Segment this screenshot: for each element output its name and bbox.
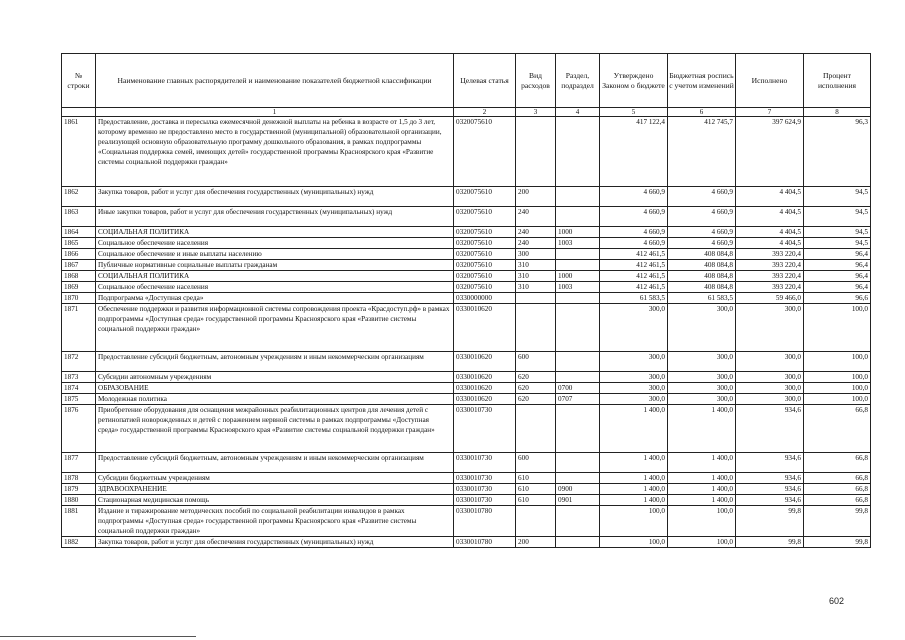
column-number: 1 <box>96 108 454 117</box>
row-number: 1881 <box>62 506 96 537</box>
row-number: 1870 <box>62 293 96 304</box>
column-number: 8 <box>804 108 871 117</box>
row-target-item: 0330010730 <box>454 484 516 495</box>
row-budget-plan: 4 660,9 <box>668 187 736 207</box>
row-approved: 61 583,5 <box>600 293 668 304</box>
row-execution-percent: 100,0 <box>804 383 871 394</box>
row-section: 0707 <box>556 394 600 405</box>
row-name: Социальное обеспечение населения <box>96 282 454 293</box>
table-row <box>62 453 871 473</box>
table-row <box>62 282 871 293</box>
row-execution-percent: 94,5 <box>804 238 871 249</box>
row-number: 1862 <box>62 187 96 207</box>
row-approved: 4 660,9 <box>600 227 668 238</box>
row-name: Стационарная медицинская помощь <box>96 495 454 506</box>
row-execution-percent: 100,0 <box>804 372 871 383</box>
row-execution-percent: 96,6 <box>804 293 871 304</box>
row-expense-type: 300 <box>516 249 556 260</box>
row-approved: 300,0 <box>600 304 668 352</box>
header-execution-percent: Процент исполнения <box>804 54 871 108</box>
row-executed: 393 220,4 <box>736 271 804 282</box>
row-section <box>556 117 600 187</box>
row-executed: 4 404,5 <box>736 227 804 238</box>
row-executed: 300,0 <box>736 394 804 405</box>
row-section <box>556 187 600 207</box>
row-budget-plan: 1 400,0 <box>668 484 736 495</box>
row-number: 1863 <box>62 207 96 227</box>
table-row <box>62 372 871 383</box>
table-row <box>62 383 871 394</box>
row-executed: 397 624,9 <box>736 117 804 187</box>
column-number <box>62 108 96 117</box>
table-row <box>62 394 871 405</box>
row-expense-type: 610 <box>516 484 556 495</box>
row-name: Социальное обеспечение и иные выплаты населению <box>96 249 454 260</box>
row-approved: 100,0 <box>600 506 668 537</box>
row-executed: 300,0 <box>736 352 804 372</box>
row-execution-percent: 99,8 <box>804 506 871 537</box>
row-target-item: 0330010780 <box>454 506 516 537</box>
row-expense-type: 620 <box>516 394 556 405</box>
row-expense-type: 620 <box>516 372 556 383</box>
row-expense-type <box>516 304 556 352</box>
row-execution-percent: 66,8 <box>804 453 871 473</box>
column-number: 3 <box>516 108 556 117</box>
row-approved: 300,0 <box>600 394 668 405</box>
row-target-item: 0330010620 <box>454 352 516 372</box>
row-section: 1003 <box>556 282 600 293</box>
row-approved: 1 400,0 <box>600 473 668 484</box>
row-budget-plan: 4 660,9 <box>668 238 736 249</box>
table-row <box>62 117 871 187</box>
row-section <box>556 260 600 271</box>
row-expense-type: 310 <box>516 271 556 282</box>
table-row <box>62 260 871 271</box>
row-executed: 300,0 <box>736 372 804 383</box>
row-target-item: 0320075610 <box>454 207 516 227</box>
table-row <box>62 249 871 260</box>
row-expense-type: 600 <box>516 453 556 473</box>
row-budget-plan: 4 660,9 <box>668 227 736 238</box>
header-budget-plan: Бюджетная роспись с учетом изменений <box>668 54 736 108</box>
row-expense-type <box>516 405 556 453</box>
row-execution-percent: 96,4 <box>804 260 871 271</box>
row-section <box>556 207 600 227</box>
table-row <box>62 238 871 249</box>
row-executed: 4 404,5 <box>736 238 804 249</box>
header-target-item: Целевая статья <box>454 54 516 108</box>
row-approved: 412 461,5 <box>600 249 668 260</box>
row-number: 1880 <box>62 495 96 506</box>
row-approved: 1 400,0 <box>600 405 668 453</box>
column-number: 7 <box>736 108 804 117</box>
column-number: 4 <box>556 108 600 117</box>
row-execution-percent: 100,0 <box>804 304 871 352</box>
row-execution-percent: 66,8 <box>804 484 871 495</box>
row-name: СОЦИАЛЬНАЯ ПОЛИТИКА <box>96 271 454 282</box>
row-execution-percent: 66,8 <box>804 495 871 506</box>
row-target-item: 0320075610 <box>454 282 516 293</box>
row-name: Молодежная политика <box>96 394 454 405</box>
column-number: 5 <box>600 108 668 117</box>
row-target-item: 0320075610 <box>454 271 516 282</box>
row-execution-percent: 96,4 <box>804 271 871 282</box>
row-number: 1875 <box>62 394 96 405</box>
table-row <box>62 227 871 238</box>
row-section: 0901 <box>556 495 600 506</box>
row-target-item: 0330010730 <box>454 473 516 484</box>
row-expense-type: 620 <box>516 383 556 394</box>
row-executed: 934,6 <box>736 453 804 473</box>
row-approved: 4 660,9 <box>600 207 668 227</box>
row-section <box>556 506 600 537</box>
table-row <box>62 537 871 548</box>
row-section <box>556 453 600 473</box>
row-execution-percent: 99,8 <box>804 537 871 548</box>
row-executed: 59 466,0 <box>736 293 804 304</box>
row-approved: 417 122,4 <box>600 117 668 187</box>
row-section <box>556 537 600 548</box>
row-approved: 300,0 <box>600 352 668 372</box>
row-number: 1882 <box>62 537 96 548</box>
row-expense-type: 240 <box>516 207 556 227</box>
row-approved: 4 660,9 <box>600 187 668 207</box>
row-budget-plan: 300,0 <box>668 372 736 383</box>
row-executed: 4 404,5 <box>736 187 804 207</box>
row-budget-plan: 1 400,0 <box>668 495 736 506</box>
row-number: 1869 <box>62 282 96 293</box>
row-expense-type: 200 <box>516 537 556 548</box>
row-executed: 99,8 <box>736 537 804 548</box>
row-expense-type: 610 <box>516 473 556 484</box>
header-executed: Исполнено <box>736 54 804 108</box>
header-section: Раздел, подраздел <box>556 54 600 108</box>
row-execution-percent: 96,4 <box>804 249 871 260</box>
row-expense-type: 240 <box>516 238 556 249</box>
row-number: 1871 <box>62 304 96 352</box>
row-execution-percent: 96,3 <box>804 117 871 187</box>
row-name: Закупка товаров, работ и услуг для обеспечения государственных (муниципальных) нужд <box>96 187 454 207</box>
row-executed: 300,0 <box>736 304 804 352</box>
row-executed: 934,6 <box>736 473 804 484</box>
row-budget-plan: 1 400,0 <box>668 453 736 473</box>
row-executed: 99,8 <box>736 506 804 537</box>
header-name: Наименование главных распорядителей и наименование показателей бюджетной классификации <box>96 54 454 108</box>
row-executed: 934,6 <box>736 405 804 453</box>
row-number: 1877 <box>62 453 96 473</box>
row-section <box>556 352 600 372</box>
row-name: Закупка товаров, работ и услуг для обеспечения государственных (муниципальных) нужд <box>96 537 454 548</box>
row-expense-type: 600 <box>516 352 556 372</box>
table-body <box>62 117 871 548</box>
row-name: Издание и тиражирование методических пособий по социальной реабилитации инвалидов в рамках подпрограммы «Доступная среда» государственной программы Красноярского края «Развитие системы социальной поддержки граждан» <box>96 506 454 537</box>
table-row <box>62 207 871 227</box>
row-expense-type: 240 <box>516 227 556 238</box>
row-budget-plan: 1 400,0 <box>668 473 736 484</box>
row-expense-type <box>516 117 556 187</box>
row-section <box>556 473 600 484</box>
row-target-item: 0320075610 <box>454 238 516 249</box>
column-number-row <box>62 108 871 117</box>
table-row <box>62 484 871 495</box>
row-expense-type: 610 <box>516 495 556 506</box>
row-approved: 412 461,5 <box>600 260 668 271</box>
row-executed: 934,6 <box>736 495 804 506</box>
row-target-item: 0330010620 <box>454 372 516 383</box>
row-executed: 300,0 <box>736 383 804 394</box>
row-target-item: 0320075610 <box>454 249 516 260</box>
row-target-item: 0330010730 <box>454 453 516 473</box>
row-target-item: 0320075610 <box>454 260 516 271</box>
row-budget-plan: 300,0 <box>668 304 736 352</box>
row-executed: 393 220,4 <box>736 249 804 260</box>
row-target-item: 0330000000 <box>454 293 516 304</box>
row-number: 1861 <box>62 117 96 187</box>
row-number: 1878 <box>62 473 96 484</box>
row-budget-plan: 408 084,8 <box>668 260 736 271</box>
row-budget-plan: 300,0 <box>668 352 736 372</box>
row-executed: 934,6 <box>736 484 804 495</box>
row-execution-percent: 66,8 <box>804 473 871 484</box>
table-row <box>62 271 871 282</box>
row-execution-percent: 100,0 <box>804 394 871 405</box>
row-name: Подпрограмма «Доступная среда» <box>96 293 454 304</box>
row-name: Публичные нормативные социальные выплаты гражданам <box>96 260 454 271</box>
table-row <box>62 495 871 506</box>
row-section <box>556 405 600 453</box>
row-execution-percent: 94,5 <box>804 207 871 227</box>
row-number: 1866 <box>62 249 96 260</box>
row-section: 0700 <box>556 383 600 394</box>
row-approved: 1 400,0 <box>600 484 668 495</box>
row-section <box>556 293 600 304</box>
row-budget-plan: 4 660,9 <box>668 207 736 227</box>
row-number: 1876 <box>62 405 96 453</box>
row-name: Субсидии автономным учреждениям <box>96 372 454 383</box>
row-name: Предоставление субсидий бюджетным, автономным учреждениям и иным некоммерческим организациям <box>96 352 454 372</box>
row-name: Субсидии бюджетным учреждениям <box>96 473 454 484</box>
row-name: ЗДРАВООХРАНЕНИЕ <box>96 484 454 495</box>
row-expense-type: 310 <box>516 260 556 271</box>
row-target-item: 0320075610 <box>454 227 516 238</box>
row-section: 1000 <box>556 271 600 282</box>
row-expense-type: 200 <box>516 187 556 207</box>
page-number: 602 <box>829 596 845 606</box>
row-budget-plan: 408 084,8 <box>668 271 736 282</box>
table-row <box>62 506 871 537</box>
row-name: Иные закупки товаров, работ и услуг для обеспечения государственных (муниципальных) нужд <box>96 207 454 227</box>
row-section: 1000 <box>556 227 600 238</box>
row-name: Приобретение оборудования для оснащения межрайонных реабилитационных центров для лечения детей с ретинопатией новорожденных и детей с поражением нервной системы в рамках подпрограммы «Доступная среда» государственной программы Красноярского края «Развитие системы социальной поддержки граждан» <box>96 405 454 453</box>
row-budget-plan: 61 583,5 <box>668 293 736 304</box>
row-section: 1003 <box>556 238 600 249</box>
row-approved: 412 461,5 <box>600 271 668 282</box>
row-execution-percent: 94,5 <box>804 227 871 238</box>
table-row <box>62 352 871 372</box>
row-approved: 300,0 <box>600 372 668 383</box>
row-budget-plan: 300,0 <box>668 383 736 394</box>
row-name: Обеспечение поддержки и развития информационной системы сопровождения проекта «Красдоступ.рф» в рамках подпрограммы «Доступная среда» государственной программы Красноярского края «Развитие системы социальной поддержки граждан» <box>96 304 454 352</box>
column-number: 6 <box>668 108 736 117</box>
row-budget-plan: 408 084,8 <box>668 249 736 260</box>
row-approved: 100,0 <box>600 537 668 548</box>
row-name: СОЦИАЛЬНАЯ ПОЛИТИКА <box>96 227 454 238</box>
row-number: 1872 <box>62 352 96 372</box>
row-executed: 393 220,4 <box>736 282 804 293</box>
row-expense-type: 310 <box>516 282 556 293</box>
row-target-item: 0330010620 <box>454 394 516 405</box>
row-target-item: 0330010620 <box>454 304 516 352</box>
row-target-item: 0330010730 <box>454 495 516 506</box>
row-budget-plan: 100,0 <box>668 537 736 548</box>
row-approved: 1 400,0 <box>600 453 668 473</box>
row-approved: 412 461,5 <box>600 282 668 293</box>
row-executed: 4 404,5 <box>736 207 804 227</box>
row-number: 1873 <box>62 372 96 383</box>
row-approved: 4 660,9 <box>600 238 668 249</box>
row-expense-type <box>516 506 556 537</box>
budget-document <box>61 53 870 548</box>
row-section: 0900 <box>556 484 600 495</box>
budget-table <box>61 53 871 548</box>
row-expense-type <box>516 293 556 304</box>
table-header-row <box>62 54 871 108</box>
row-target-item: 0320075610 <box>454 187 516 207</box>
row-number: 1868 <box>62 271 96 282</box>
row-section <box>556 249 600 260</box>
row-budget-plan: 408 084,8 <box>668 282 736 293</box>
row-budget-plan: 100,0 <box>668 506 736 537</box>
table-row <box>62 187 871 207</box>
table-row <box>62 405 871 453</box>
row-target-item: 0330010730 <box>454 405 516 453</box>
row-execution-percent: 100,0 <box>804 352 871 372</box>
row-approved: 1 400,0 <box>600 495 668 506</box>
row-name: Социальное обеспечение населения <box>96 238 454 249</box>
row-name: ОБРАЗОВАНИЕ <box>96 383 454 394</box>
row-number: 1874 <box>62 383 96 394</box>
column-number: 2 <box>454 108 516 117</box>
row-name: Предоставление субсидий бюджетным, автономным учреждениям и иным некоммерческим организациям <box>96 453 454 473</box>
row-approved: 300,0 <box>600 383 668 394</box>
row-target-item: 0330010780 <box>454 537 516 548</box>
row-section <box>556 372 600 383</box>
row-number: 1865 <box>62 238 96 249</box>
table-row <box>62 304 871 352</box>
scan-edge-line <box>0 636 196 637</box>
row-budget-plan: 1 400,0 <box>668 405 736 453</box>
table-row <box>62 293 871 304</box>
row-execution-percent: 94,5 <box>804 187 871 207</box>
row-target-item: 0320075610 <box>454 117 516 187</box>
table-row <box>62 473 871 484</box>
row-number: 1867 <box>62 260 96 271</box>
row-target-item: 0330010620 <box>454 383 516 394</box>
row-budget-plan: 412 745,7 <box>668 117 736 187</box>
row-budget-plan: 300,0 <box>668 394 736 405</box>
header-expense-type: Вид расходов <box>516 54 556 108</box>
row-number: 1864 <box>62 227 96 238</box>
row-section <box>556 304 600 352</box>
row-executed: 393 220,4 <box>736 260 804 271</box>
row-execution-percent: 66,8 <box>804 405 871 453</box>
row-number: 1879 <box>62 484 96 495</box>
header-row-number: № строки <box>62 54 96 108</box>
row-execution-percent: 96,4 <box>804 282 871 293</box>
header-approved: Утверждено Законом о бюджете <box>600 54 668 108</box>
row-name: Предоставление, доставка и пересылка ежемесячной денежной выплаты на ребенка в возрасте от 1,5 до 3 лет, которому временно не предоставлено место в государственной (муниципальной) образовательной организации, реализующей основную образовательную программу дошкольного образования, в рамках подпрограммы «Социальная поддержка семей, имеющих детей» государственной программы Красноярского края «Развитие системы социальной поддержки граждан» <box>96 117 454 187</box>
